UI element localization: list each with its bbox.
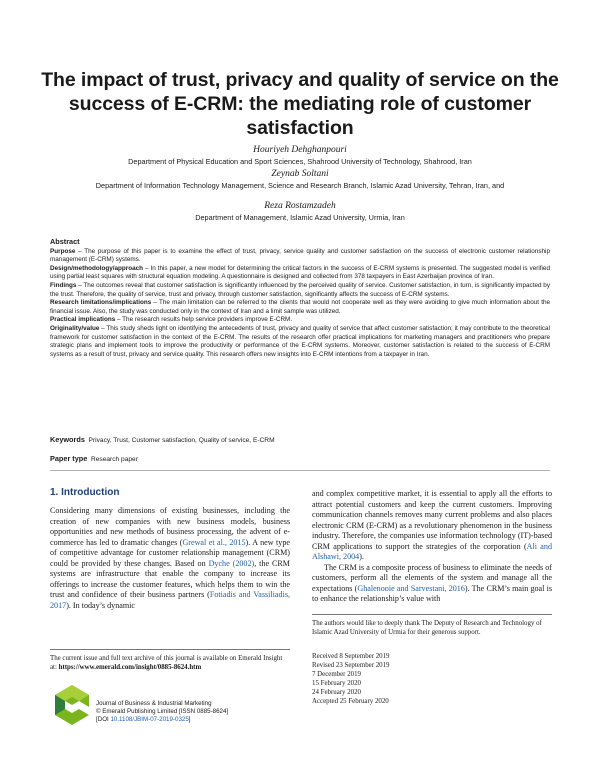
paper-type-label: Paper type xyxy=(50,454,88,463)
citation-link[interactable]: Fotiadis and Vassiliadis, 2017 xyxy=(50,590,290,610)
abstract-limitations-label: Research limitations/implications xyxy=(50,299,152,307)
paper-title: The impact of trust, privacy and quality of service on the success of E-CRM: the mediating role of customer satisfaction xyxy=(41,69,559,139)
journal-doi xyxy=(96,716,228,724)
date-line: Accepted 25 February 2020 xyxy=(312,698,389,705)
abstract-purpose xyxy=(50,248,550,265)
archive-url-link[interactable]: https://www.emerald.com/insight/0885-8624.htm xyxy=(58,664,202,671)
abstract-purpose-text: – The purpose of this paper is to examine the effect of trust, privacy, service quality and customer satisfaction on the success of electronic customer relationship management (E-CRM) systems. xyxy=(50,247,550,264)
paper-type xyxy=(50,454,138,463)
doi-suffix: ] xyxy=(188,716,191,723)
section-heading: 1. Introduction xyxy=(50,487,120,498)
keywords xyxy=(50,435,275,444)
publication-dates xyxy=(312,652,390,706)
abstract xyxy=(50,238,550,359)
text-run: ). In today’s dynamic xyxy=(66,600,135,610)
doi-link[interactable]: 10.1108/JBIM-07-2019-0325 xyxy=(110,716,189,723)
author-affiliation: Department of Physical Education and Sport Sciences, Shahrood University of Technology, Shahrood, Iran xyxy=(128,157,472,166)
paragraph xyxy=(312,489,552,563)
abstract-practical-label: Practical implications xyxy=(50,316,116,324)
abstract-design xyxy=(50,265,550,282)
abstract-originality-label: Originality/value xyxy=(50,324,100,332)
abstract-practical-text: – The research results help service providers improve E-CRM. xyxy=(115,316,293,324)
body-column-right xyxy=(312,489,552,605)
citation-link[interactable]: Grewal et al., 2015 xyxy=(182,537,246,547)
abstract-findings-text: – The outcomes reveal that customer satisfaction is significantly influenced by the perceived quality of service. Customer satisfaction, in turn, is significantly impacted by the trust. Therefore, the quality of service, trust and privacy, through customer satisfaction, significantly affects the success of E-CRM systems. xyxy=(50,281,550,298)
abstract-originality-text: – This study sheds light on identifying the antecedents of trust, privacy and quality of service that affect customer satisfaction; it may contribute to the theoretical framework for customer satisfaction in the context of the E-CRM. The results of the research offer practical implications for marketing managers and practitioners who prepare strategic plans and implement tools to improve the productivity or performance of the E-CRM systems. Moreover, customer satisfaction is related to the success of E-CRM systems as a result of trust, privacy and service quality. This research offers new insights into E-CRM intentions from a taxpayer in Iran. xyxy=(50,324,550,358)
doi-prefix: [DOI xyxy=(96,716,111,723)
paragraph xyxy=(312,563,552,605)
text-run: ). The CRM’s main goal is to enhance the relationship’s value with xyxy=(312,583,552,603)
citation-link[interactable]: Ali and Alshawi, 2004 xyxy=(312,541,552,561)
date-line: Received 8 September 2019 xyxy=(312,653,390,660)
author-name: Houriyeh Dehghanpouri xyxy=(253,145,347,155)
abstract-originality xyxy=(50,325,550,359)
citation-link[interactable]: Dyche (2002) xyxy=(208,558,255,568)
paper-type-text: Research paper xyxy=(90,456,138,463)
keywords-label: Keywords xyxy=(50,435,85,444)
citation-link[interactable]: Ghalenooie and Sarvestani, 2016 xyxy=(357,583,465,593)
text-run: , the CRM systems are infrastructure that enable the company to increase its offerings to increase the customer features, which helps them to win the trust and confidence of their business partners ( xyxy=(50,558,290,599)
author-affiliation: Department of Information Technology Management, Science and Research Branch, Islamic Azad University, Tehran, Iran, and xyxy=(95,181,505,190)
acknowledgement: The authors would like to deeply thank The Deputy of Research and Technology of Islamic Azad University of Urmia for their generous support. xyxy=(312,614,552,637)
abstract-limitations-text: – The main limitation can be referred to the clients that would not cooperate well as they were avoiding to give much information about the financial issue. Also, the study was conducted only in the context of Iran and a limit sample was utilized. xyxy=(50,299,551,315)
text-run: ). xyxy=(359,552,364,561)
emerald-logo-icon xyxy=(55,685,89,725)
text-run: Considering many dimensions of existing businesses, including the creation of new companies with new business models, business opportunities and new methods of business processing, the advent of e-commerce has led to dramatic changes ( xyxy=(50,506,290,547)
paragraph xyxy=(50,506,290,611)
keywords-text: Privacy, Trust, Customer satisfaction, Quality of service, E-CRM xyxy=(88,437,275,444)
section-divider xyxy=(50,470,550,471)
journal-name: Journal of Business & Industrial Marketing xyxy=(96,700,212,707)
date-line: Revised 23 September 2019 xyxy=(312,662,390,669)
abstract-findings-label: Findings xyxy=(50,281,77,289)
journal-publisher: © Emerald Publishing Limited [ISSN 0885-8624] xyxy=(96,708,229,715)
abstract-purpose-label: Purpose xyxy=(50,247,76,255)
journal-info xyxy=(96,700,228,724)
abstract-design-label: Design/methodology/approach xyxy=(50,264,144,272)
text-run: and complex competitive market, it is essential to apply all the efforts to attract potential customers and keep the current customers. Improving communication channels removes many current problems and also places electronic CRM (E-CRM) as a revolutionary phenomenon in the business industry. Therefore, the companies use information technology (IT)-based CRM applications to support the strategies of the corporation ( xyxy=(312,489,552,551)
author-name: Zeynab Soltani xyxy=(271,169,329,179)
abstract-practical xyxy=(50,316,550,325)
author-name: Reza Rostamzadeh xyxy=(264,201,336,211)
body-column-left xyxy=(50,506,290,611)
author-affiliation: Department of Management, Islamic Azad University, Urmia, Iran xyxy=(195,213,405,222)
text-run: ). A new type of competitive advantage for customer relationship management (CRM) could be provided by these changes. Based on xyxy=(50,537,290,568)
abstract-design-text: – In this paper, a new model for determining the critical factors in the success of E-CRM systems is presented. The suggested model is verified using partial least squares with structural equation modeling. A questionnaire is designed and collected from 378 taxpayers in East Azerbaijan province of Iran. xyxy=(50,264,550,281)
abstract-heading: Abstract xyxy=(50,237,80,246)
abstract-limitations xyxy=(50,299,550,316)
text-run: The CRM is a composite process of business to eliminate the needs of customers, perform all the elements of the system and manage all the expectations ( xyxy=(312,562,552,593)
date-line: 15 February 2020 xyxy=(312,680,361,687)
archive-note xyxy=(50,649,290,672)
abstract-findings xyxy=(50,282,550,299)
date-line: 7 December 2019 xyxy=(312,671,361,678)
date-line: 24 February 2020 xyxy=(312,689,361,696)
archive-note-text: The current issue and full text archive of this journal is available on Emerald Insight at: xyxy=(50,655,283,671)
